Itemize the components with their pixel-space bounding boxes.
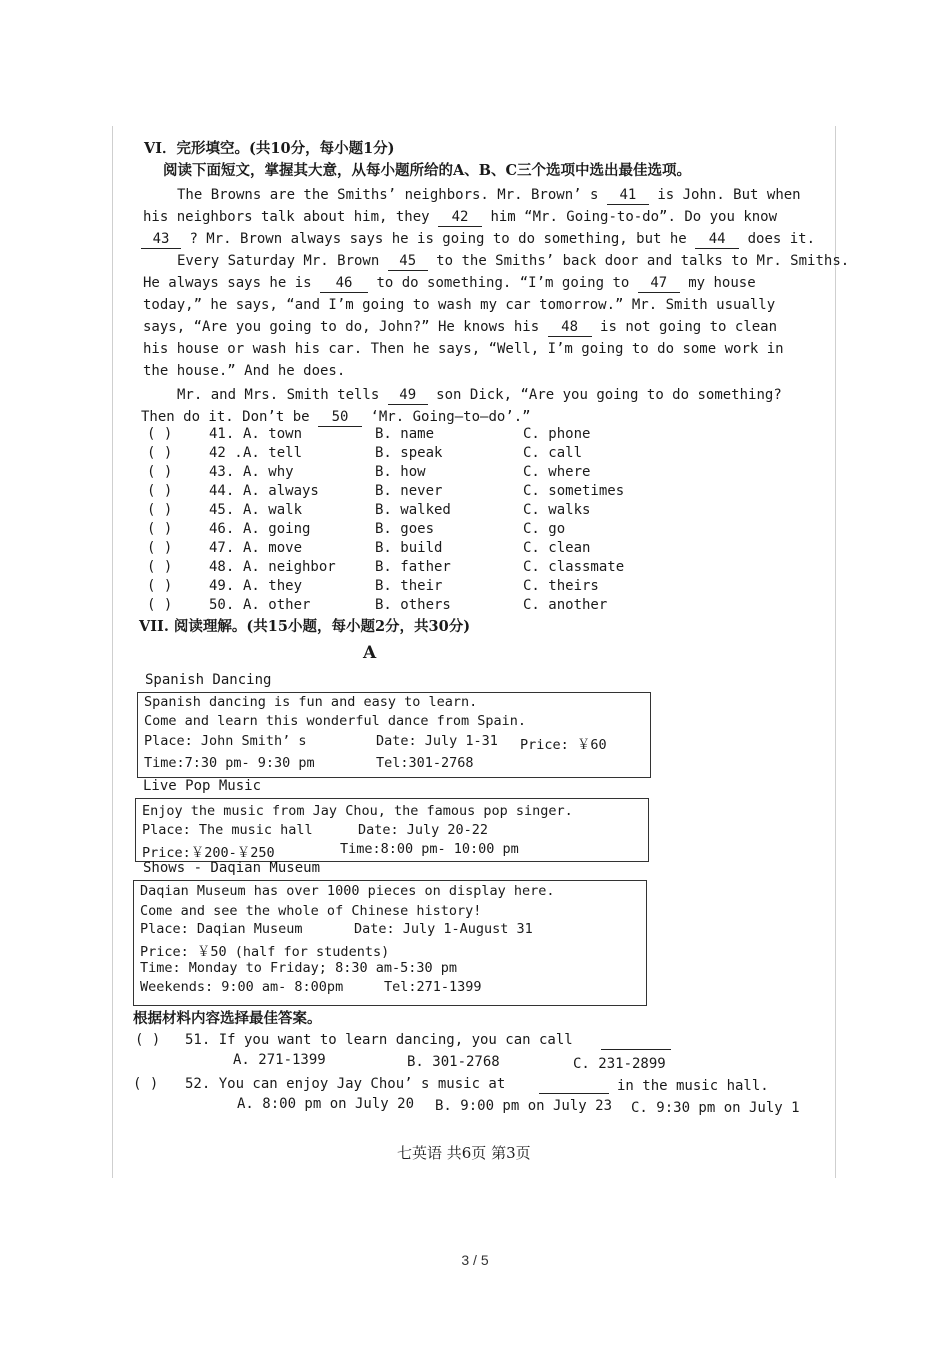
- passage-line-9: the house.” And he does.: [143, 363, 346, 379]
- ad-museum-title: Shows - Daqian Museum: [143, 860, 321, 876]
- answer-paren[interactable]: ( ): [147, 483, 173, 499]
- option-c[interactable]: C. 9:30 pm on July 1: [631, 1100, 800, 1116]
- blank-44: 44: [695, 230, 739, 249]
- option-a[interactable]: A. neighbor: [243, 559, 336, 575]
- option-c[interactable]: C. phone: [523, 426, 591, 442]
- option-c[interactable]: C. theirs: [523, 578, 599, 594]
- option-a[interactable]: A. walk: [243, 502, 303, 518]
- ad-spanish-title: Spanish Dancing: [145, 672, 272, 688]
- question-row: ( ) 42 . A. tell B. speak C. call: [147, 445, 583, 461]
- option-a[interactable]: A. town: [243, 426, 303, 442]
- ad-spanish-box: Spanish dancing is fun and easy to learn. Come and learn this wonderful dance from Spain. Place: John Smith’ s Date: July 1-31 Price: ￥60 Time:7:30 pm- 9:30 pm Tel:301-2768: [137, 692, 651, 778]
- blank-46: 46: [320, 274, 368, 293]
- blank-41: 41: [607, 186, 649, 205]
- section-7-instruction: 根据材料内容选择最佳答案。: [133, 1010, 322, 1027]
- passage-line-4: Every Saturday Mr. Brown 45 to the Smiths’ back door and talks to Mr. Smiths.: [177, 253, 850, 269]
- question-row: ( ) 45. A. walk B. walked C. walks: [147, 502, 591, 518]
- option-b[interactable]: B. 301-2768: [407, 1054, 500, 1070]
- question-row: ( ) 49. A. they B. their C. theirs: [147, 578, 599, 594]
- exam-sheet: VI．完形填空。(共10分，每小题1分) 阅读下面短文，掌握其大意，从每小题所给的A、B、C三个选项中选出最佳选项。 The Browns are the Smiths’ neighbors. Mr. Brown’ s 41 is John. But when his neighbors talk about him, they 42 him “Mr. Going-to-do”. Do you know 43 ? Mr. Brown always says he is going to do something, but he 44 does it. Every Saturday Mr. Brown 45 to the Smiths’ back door and talks to Mr. Smiths. He always says he is 46 to do something. “I’m going to 47 my house today,” he says, “and I’m going to wash my car tomorrow.” Mr. Smith usually says, “Are you going to do, John?” He knows his 48 is not going to clean his house or wash his car. Then he says, “Well, I’m going to do some work in the house.” And he does. Mr. and Mrs. Smith tells 49 son Dick, “Are you going to do something? Then do it. Don’t be 50 ‘Mr. Going—to—do’.” ( ) 41. A. town B. name C. phone ( ) 42 . A. tell B. speak C. call ( ) 43. A. why B. how C. where ( ) 44. A. always B. never C. sometimes ( ) 45. A. walk B. walked C. walks ( ) 46. A. going B. goes C. go ( ) 47. A. move B. build C. clean ( ) 48. A. neighbor B. father C. classmate ( ) 49. A. they B. their C. theirs ( ) 50. A. other B. others C. another VII. 阅读理解。(共15小题，每小题2分，共30分) A Spanish Dancing Spanish dancing is fun and easy to learn. Come and learn this wonderful dance from Spain. Place: John Smith’ s Date: July 1-31 Price: ￥60 Time:7:30 pm- 9:30 pm Tel:301-2768 Live Pop Music Enjoy the music from Jay Chou, the famous pop singer. Place: The music hall Date: July 20-22 Price:￥200-￥250 Time:8:00 pm- 10:00 pm Shows - Daqian Museum Daqian Museum has over 1000 pieces on display here. Come and see the whole of Chinese history! Place: Daqian Museum Date: July 1-August 31 Price: ￥50 (half for students) Time: Monday to Friday; 8:30 am-5:30 pm Weekends: 9:00 am- 8:00pm Tel:271-1399 根据材料内容选择最佳答案。 ( ) 51. If you want to learn dancing, you can call A. 271-1399 B. 301-2768 C. 231-2899 ( ) 52. You can enjoy Jay Chou’ s music at in the music hall. A. 8:00 pm on July 20 B. 9:00 pm on July 23 C. 9:30 pm on July 1 七英语 共6页 第3页: [112, 126, 836, 1178]
- question-row: ( ) 41. A. town B. name C. phone: [147, 426, 591, 442]
- question-row: ( ) 47. A. move B. build C. clean: [147, 540, 591, 556]
- option-c[interactable]: C. call: [523, 445, 583, 461]
- ad-pop-title: Live Pop Music: [143, 778, 262, 794]
- section-6-instruction: 阅读下面短文，掌握其大意，从每小题所给的A、B、C三个选项中选出最佳选项。: [163, 162, 692, 179]
- passage-line-8: his house or wash his car. Then he says, “Well, I’m going to do some work in: [143, 341, 784, 357]
- option-a[interactable]: A. move: [243, 540, 303, 556]
- passage-line-2: his neighbors talk about him, they 42 him “Mr. Going-to-do”. Do you know: [143, 209, 778, 225]
- option-c[interactable]: C. walks: [523, 502, 591, 518]
- option-b[interactable]: B. name: [375, 426, 435, 442]
- option-c[interactable]: C. 231-2899: [573, 1056, 666, 1072]
- option-b[interactable]: B. walked: [375, 502, 451, 518]
- option-a[interactable]: A. tell: [243, 445, 303, 461]
- option-b[interactable]: B. speak: [375, 445, 443, 461]
- answer-paren-51[interactable]: ( ): [135, 1032, 161, 1048]
- answer-paren-52[interactable]: ( ): [133, 1076, 159, 1092]
- option-b[interactable]: B. their: [375, 578, 443, 594]
- question-row: ( ) 44. A. always B. never C. sometimes: [147, 483, 625, 499]
- part-a-heading: A: [363, 643, 377, 663]
- blank-45: 45: [388, 252, 428, 271]
- blank-51: [601, 1032, 671, 1050]
- passage-line-11: Then do it. Don’t be 50 ‘Mr. Going—to—do’.”: [141, 409, 531, 425]
- answer-paren[interactable]: ( ): [147, 426, 173, 442]
- blank-42: 42: [438, 208, 482, 227]
- option-a[interactable]: A. other: [243, 597, 311, 613]
- option-a[interactable]: A. 271-1399: [233, 1052, 326, 1068]
- blank-52: [539, 1076, 609, 1094]
- option-a[interactable]: A. always: [243, 483, 319, 499]
- blank-49: 49: [388, 386, 428, 405]
- option-b[interactable]: B. goes: [375, 521, 435, 537]
- option-b[interactable]: B. build: [375, 540, 443, 556]
- option-a[interactable]: A. 8:00 pm on July 20: [237, 1096, 415, 1112]
- passage-line-3: 43 ? Mr. Brown always says he is going to do something, but he 44 does it.: [141, 230, 815, 249]
- option-c[interactable]: C. another: [523, 597, 608, 613]
- section-7-title: VII. 阅读理解。(共15小题，每小题2分，共30分): [139, 618, 471, 635]
- option-a[interactable]: A. going: [243, 521, 311, 537]
- passage-line-7: says, “Are you going to do, John?” He knows his 48 is not going to clean: [143, 319, 778, 335]
- question-row: ( ) 50. A. other B. others C. another: [147, 597, 608, 613]
- option-c[interactable]: C. where: [523, 464, 591, 480]
- question-row: ( ) 48. A. neighbor B. father C. classmate: [147, 559, 625, 575]
- option-b[interactable]: B. never: [375, 483, 443, 499]
- page-number: 3 / 5: [461, 1252, 489, 1268]
- passage-line-5: He always says he is 46 to do something. “I’m going to 47 my house: [143, 275, 756, 291]
- answer-paren[interactable]: ( ): [147, 445, 173, 461]
- option-b[interactable]: B. how: [375, 464, 426, 480]
- option-c[interactable]: C. classmate: [523, 559, 625, 575]
- blank-48: 48: [548, 318, 592, 337]
- answer-paren[interactable]: ( ): [147, 464, 173, 480]
- passage-line-10: Mr. and Mrs. Smith tells 49 son Dick, “Are you going to do something?: [177, 387, 782, 403]
- answer-paren[interactable]: ( ): [147, 578, 173, 594]
- blank-43: 43: [141, 230, 181, 249]
- option-b[interactable]: B. father: [375, 559, 451, 575]
- question-row: ( ) 43. A. why B. how C. where: [147, 464, 591, 480]
- answer-paren[interactable]: ( ): [147, 521, 173, 537]
- blank-50: 50: [318, 408, 362, 427]
- question-row: ( ) 46. A. going B. goes C. go: [147, 521, 566, 537]
- sheet-footer: 七英语 共6页 第3页: [397, 1144, 531, 1162]
- option-b[interactable]: B. 9:00 pm on July 23: [435, 1098, 613, 1114]
- option-c[interactable]: C. clean: [523, 540, 591, 556]
- answer-paren[interactable]: ( ): [147, 559, 173, 575]
- passage-line-6: today,” he says, “and I’m going to wash my car tomorrow.” Mr. Smith usually: [143, 297, 776, 313]
- option-c[interactable]: C. sometimes: [523, 483, 625, 499]
- section-6-title: VI．完形填空。(共10分，每小题1分): [144, 140, 395, 157]
- ad-museum-box: Daqian Museum has over 1000 pieces on display here. Come and see the whole of Chinese history! Place: Daqian Museum Date: July 1-August 31 Price: ￥50 (half for students) Time: Monday to Friday; 8:30 am-5:30 pm Weekends: 9:00 am- 8:00pm Tel:271-1399: [133, 880, 647, 1006]
- answer-paren[interactable]: ( ): [147, 502, 173, 518]
- option-c[interactable]: C. go: [523, 521, 566, 537]
- answer-paren[interactable]: ( ): [147, 540, 173, 556]
- answer-paren[interactable]: ( ): [147, 597, 173, 613]
- option-b[interactable]: B. others: [375, 597, 451, 613]
- option-a[interactable]: A. they: [243, 578, 303, 594]
- option-a[interactable]: A. why: [243, 464, 294, 480]
- ad-pop-box: Enjoy the music from Jay Chou, the famous pop singer. Place: The music hall Date: July 20-22 Price:￥200-￥250 Time:8:00 pm- 10:00 pm: [135, 798, 649, 862]
- blank-47: 47: [638, 274, 680, 293]
- passage-line-1: The Browns are the Smiths’ neighbors. Mr. Brown’ s 41 is John. But when: [177, 187, 801, 203]
